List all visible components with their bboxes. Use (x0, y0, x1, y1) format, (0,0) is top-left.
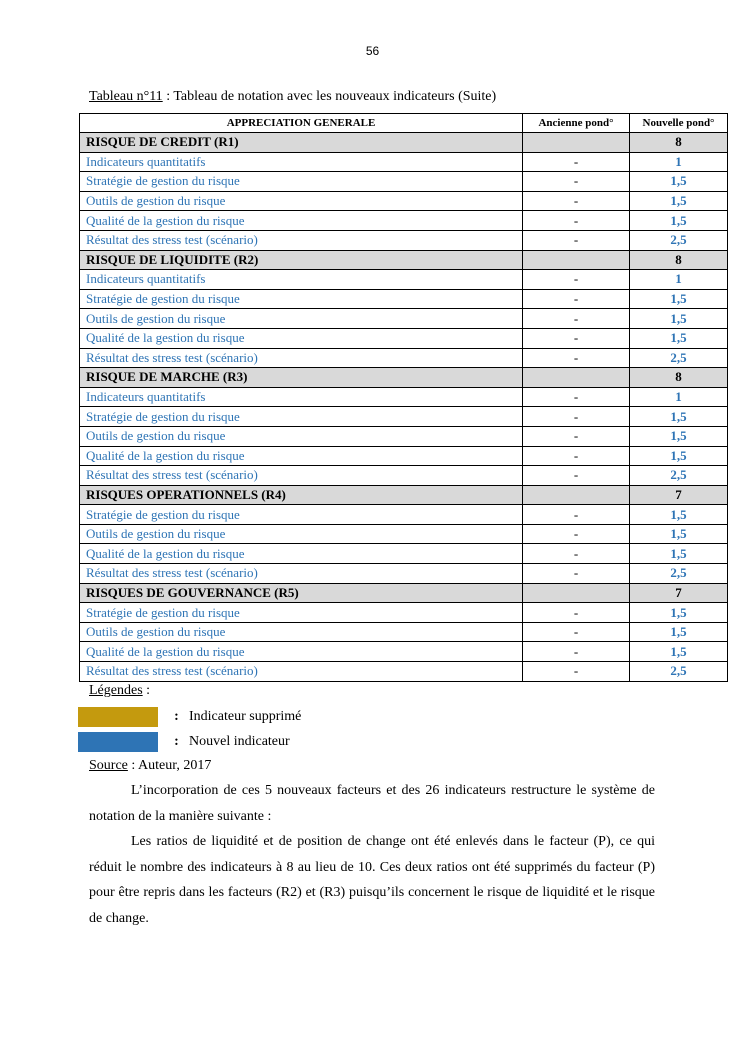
table-row (80, 603, 728, 623)
row-new-weight: 1,5 (630, 309, 728, 329)
row-label: Qualité de la gestion du risque (80, 446, 523, 466)
table-row (80, 622, 728, 642)
table-row (80, 407, 728, 427)
rating-table (79, 113, 728, 682)
row-label: Outils de gestion du risque (80, 622, 523, 642)
row-new-weight: 1,5 (630, 407, 728, 427)
row-old-weight: - (523, 230, 630, 250)
row-label: Résultat des stress test (scénario) (80, 564, 523, 584)
header-appreciation: APPRECIATION GENERALE (80, 114, 523, 133)
row-new-weight: 7 (630, 583, 728, 603)
row-label: Outils de gestion du risque (80, 191, 523, 211)
row-old-weight: - (523, 289, 630, 309)
table-row (80, 505, 728, 525)
row-label: Stratégie de gestion du risque (80, 603, 523, 623)
table-caption-text: : Tableau de notation avec les nouveaux indicateurs (Suite) (162, 89, 497, 104)
table-row (80, 387, 728, 407)
table-body (80, 133, 728, 682)
row-label: RISQUE DE CREDIT (R1) (80, 133, 523, 153)
row-label: Outils de gestion du risque (80, 524, 523, 544)
row-label: Qualité de la gestion du risque (80, 211, 523, 231)
row-new-weight: 1,5 (630, 622, 728, 642)
table-row (80, 662, 728, 682)
row-new-weight: 1 (630, 387, 728, 407)
row-new-weight: 2,5 (630, 662, 728, 682)
row-old-weight: - (523, 191, 630, 211)
legend-colon: : (174, 709, 179, 724)
source-text: : Auteur, 2017 (127, 758, 212, 773)
row-label: RISQUE DE MARCHE (R3) (80, 368, 523, 388)
table-row (80, 426, 728, 446)
row-new-weight: 1,5 (630, 505, 728, 525)
row-old-weight: - (523, 426, 630, 446)
row-new-weight: 8 (630, 368, 728, 388)
row-old-weight: - (523, 662, 630, 682)
table-row (80, 564, 728, 584)
row-old-weight: - (523, 622, 630, 642)
table-row (80, 309, 728, 329)
table-row (80, 211, 728, 231)
row-old-weight: - (523, 642, 630, 662)
row-label: Stratégie de gestion du risque (80, 505, 523, 525)
legend-item-deleted (78, 707, 301, 727)
row-label: Qualité de la gestion du risque (80, 328, 523, 348)
row-old-weight (523, 133, 630, 153)
row-old-weight: - (523, 270, 630, 290)
row-label: Qualité de la gestion du risque (80, 544, 523, 564)
page-number: 56 (365, 44, 380, 58)
table-row (80, 289, 728, 309)
legend-label-deleted: Indicateur supprimé (189, 709, 302, 724)
row-old-weight (523, 485, 630, 505)
legend-colon: : (174, 734, 179, 749)
row-new-weight: 8 (630, 133, 728, 153)
row-old-weight: - (523, 152, 630, 172)
row-label: Indicateurs quantitatifs (80, 270, 523, 290)
legend-title-suffix: : (142, 683, 151, 698)
legend-title-label: Légendes (89, 683, 143, 698)
table-section-row (80, 250, 728, 270)
table-row (80, 642, 728, 662)
legend-label-new: Nouvel indicateur (189, 734, 290, 749)
table-row (80, 172, 728, 192)
table-row (80, 348, 728, 368)
legend-title (89, 683, 150, 699)
row-new-weight: 1,5 (630, 524, 728, 544)
table-caption-ref: Tableau n°11 (89, 89, 163, 104)
row-old-weight: - (523, 309, 630, 329)
row-new-weight: 1,5 (630, 603, 728, 623)
row-old-weight: - (523, 328, 630, 348)
table-row (80, 466, 728, 486)
table-header-row (80, 114, 728, 133)
table-row (80, 524, 728, 544)
row-label: Stratégie de gestion du risque (80, 289, 523, 309)
row-old-weight: - (523, 524, 630, 544)
row-new-weight: 1,5 (630, 642, 728, 662)
row-label: RISQUES OPERATIONNELS (R4) (80, 485, 523, 505)
row-new-weight: 2,5 (630, 348, 728, 368)
paragraph: L’incorporation de ces 5 nouveaux facteurs et des 26 indicateurs restructure le système de notation de la manière suivante : (89, 783, 655, 824)
header-old-weight: Ancienne pond° (523, 114, 630, 133)
row-label: RISQUES DE GOUVERNANCE (R5) (80, 583, 523, 603)
row-new-weight: 1,5 (630, 328, 728, 348)
legend-swatch-deleted (78, 707, 158, 727)
row-old-weight: - (523, 544, 630, 564)
row-new-weight: 2,5 (630, 564, 728, 584)
row-old-weight: - (523, 172, 630, 192)
row-label: Outils de gestion du risque (80, 309, 523, 329)
table-row (80, 152, 728, 172)
row-label: RISQUE DE LIQUIDITE (R2) (80, 250, 523, 270)
row-label: Indicateurs quantitatifs (80, 387, 523, 407)
row-label: Résultat des stress test (scénario) (80, 230, 523, 250)
row-label: Résultat des stress test (scénario) (80, 348, 523, 368)
row-new-weight: 2,5 (630, 466, 728, 486)
paragraph: Les ratios de liquidité et de position de change ont été enlevés dans le facteur (P), ce qui réduit le nombre des indicateurs à 8 au lieu de 10. Ces deux ratios ont été supprimés du facteur (P) pour être repris dans les facteurs (R2) et (R3) puisqu’ils concernent le risque de liquidité et le risque de change. (89, 834, 655, 926)
row-new-weight: 2,5 (630, 230, 728, 250)
source-note (89, 758, 211, 774)
row-old-weight: - (523, 348, 630, 368)
table-row (80, 230, 728, 250)
row-new-weight: 1,5 (630, 446, 728, 466)
row-old-weight: - (523, 387, 630, 407)
table-section-row (80, 583, 728, 603)
row-new-weight: 1,5 (630, 544, 728, 564)
row-new-weight: 1,5 (630, 426, 728, 446)
row-new-weight: 1 (630, 152, 728, 172)
row-old-weight: - (523, 505, 630, 525)
table-section-row (80, 485, 728, 505)
row-old-weight: - (523, 564, 630, 584)
table-row (80, 446, 728, 466)
row-old-weight (523, 583, 630, 603)
body-text (89, 778, 655, 931)
row-new-weight: 8 (630, 250, 728, 270)
table-row (80, 328, 728, 348)
source-label: Source (89, 758, 128, 773)
row-label: Qualité de la gestion du risque (80, 642, 523, 662)
legend-swatch-new (78, 732, 158, 752)
row-new-weight: 1,5 (630, 211, 728, 231)
row-old-weight (523, 368, 630, 388)
row-old-weight: - (523, 466, 630, 486)
table-row (80, 544, 728, 564)
row-new-weight: 1 (630, 270, 728, 290)
row-old-weight: - (523, 446, 630, 466)
row-old-weight: - (523, 211, 630, 231)
row-new-weight: 1,5 (630, 172, 728, 192)
table-section-row (80, 368, 728, 388)
legend-item-new (78, 732, 290, 752)
row-label: Stratégie de gestion du risque (80, 172, 523, 192)
row-new-weight: 1,5 (630, 191, 728, 211)
row-old-weight: - (523, 407, 630, 427)
row-label: Indicateurs quantitatifs (80, 152, 523, 172)
row-old-weight: - (523, 603, 630, 623)
row-new-weight: 1,5 (630, 289, 728, 309)
row-label: Résultat des stress test (scénario) (80, 662, 523, 682)
table-section-row (80, 133, 728, 153)
row-old-weight (523, 250, 630, 270)
table-caption (89, 89, 496, 105)
row-new-weight: 7 (630, 485, 728, 505)
row-label: Résultat des stress test (scénario) (80, 466, 523, 486)
row-label: Stratégie de gestion du risque (80, 407, 523, 427)
row-label: Outils de gestion du risque (80, 426, 523, 446)
table-row (80, 270, 728, 290)
header-new-weight: Nouvelle pond° (630, 114, 728, 133)
table-row (80, 191, 728, 211)
